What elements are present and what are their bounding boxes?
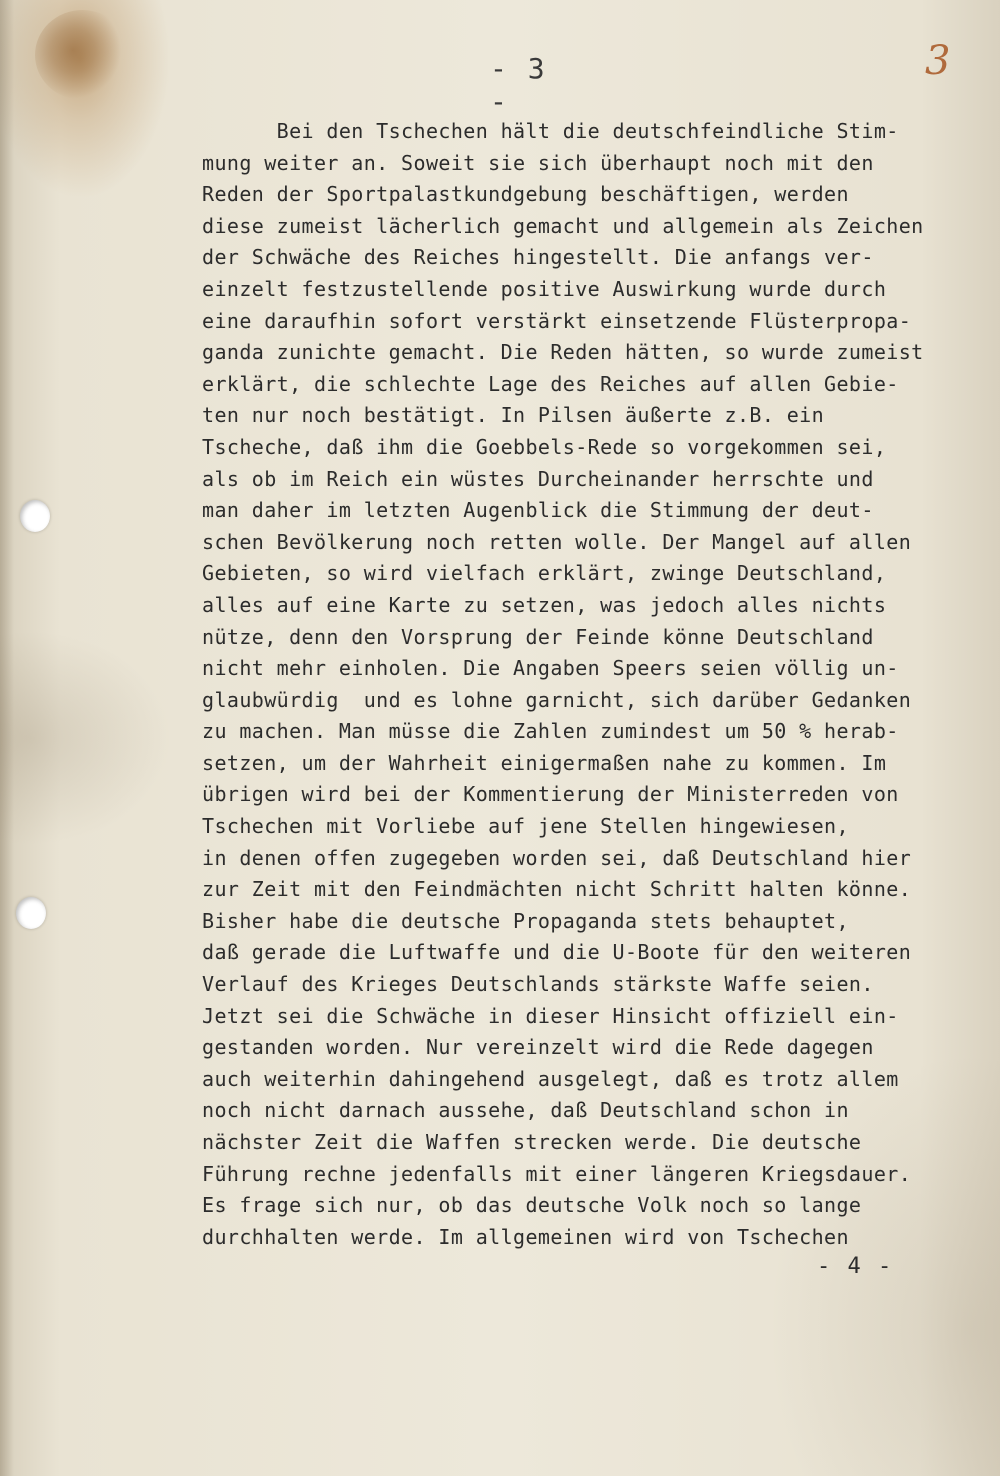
text-line: Tscheche, daß ihm die Goebbels-Rede so vorgekommen sei, xyxy=(202,434,887,459)
catchword-next-page: - 4 - xyxy=(817,1254,894,1279)
text-line: Gebieten, so wird vielfach erklärt, zwinge Deutschland, xyxy=(202,561,887,586)
text-line: noch nicht darnach aussehe, daß Deutschland schon in xyxy=(202,1098,849,1123)
text-line: zur Zeit mit den Feindmächten nicht Schritt halten könne. xyxy=(202,877,912,902)
text-line: man daher im letzten Augenblick die Stimmung der deut- xyxy=(202,498,874,523)
rust-stain xyxy=(35,10,130,100)
page-edge-shadow xyxy=(0,0,14,1476)
text-line: in denen offen zugegeben worden sei, daß Deutschland hier xyxy=(202,845,912,870)
text-line: Führung rechne jedenfalls mit einer längeren Kriegsdauer. xyxy=(202,1161,912,1186)
text-line: Tschechen mit Vorliebe auf jene Stellen hingewiesen, xyxy=(202,814,849,839)
text-line: einzelt festzustellende positive Auswirkung wurde durch xyxy=(202,276,887,301)
text-line: auch weiterhin dahingehend ausgelegt, daß es trotz allem xyxy=(202,1066,899,1091)
text-line: nicht mehr einholen. Die Angaben Speers seien völlig un- xyxy=(202,656,899,681)
text-line: Verlauf des Krieges Deutschlands stärkste Waffe seien. xyxy=(202,972,874,997)
text-line: ganda zunichte gemacht. Die Reden hätten, so wurde zumeist xyxy=(202,340,924,365)
text-line: Reden der Sportpalastkundgebung beschäftigen, werden xyxy=(202,182,849,207)
text-line: durchhalten werde. Im allgemeinen wird von Tschechen xyxy=(202,1224,849,1249)
text-line: alles auf eine Karte zu setzen, was jedoch alles nichts xyxy=(202,592,887,617)
text-line: Bei den Tschechen hält die deutschfeindliche Stim- xyxy=(202,119,899,143)
text-line: glaubwürdig und es lohne garnicht, sich darüber Gedanken xyxy=(202,687,912,712)
text-line: daß gerade die Luftwaffe und die U-Boote für den weiteren xyxy=(202,940,912,965)
text-line: schen Bevölkerung noch retten wolle. Der Mangel auf allen xyxy=(202,529,912,554)
text-line: setzen, um der Wahrheit einigermaßen nahe zu kommen. Im xyxy=(202,750,887,775)
text-line: als ob im Reich ein wüstes Durcheinander herrschte und xyxy=(202,466,874,491)
text-line: der Schwäche des Reiches hingestellt. Die anfangs ver- xyxy=(202,245,874,270)
punch-hole-bottom xyxy=(16,897,46,929)
punch-hole-top xyxy=(20,500,50,532)
text-line: gestanden worden. Nur vereinzelt wird die Rede dagegen xyxy=(202,1035,874,1060)
text-line: ten nur noch bestätigt. In Pilsen äußerte z.B. ein xyxy=(202,403,825,428)
text-line: Es frage sich nur, ob das deutsche Volk noch so lange xyxy=(202,1193,862,1218)
text-line: diese zumeist lächerlich gemacht und allgemein als Zeichen xyxy=(202,213,924,238)
text-line: Jetzt sei die Schwäche in dieser Hinsicht offiziell ein- xyxy=(202,1003,899,1028)
handwritten-sheet-mark: 3 xyxy=(925,38,951,84)
text-line: nächster Zeit die Waffen strecken werde. Die deutsche xyxy=(202,1130,862,1154)
text-line: mung weiter an. Soweit sie sich überhaupt noch mit den xyxy=(202,150,874,175)
text-line: nütze, denn den Vorsprung der Feinde könne Deutschland xyxy=(202,624,874,649)
text-line: eine daraufhin sofort verstärkt einsetzende Flüsterpropa- xyxy=(202,308,912,333)
text-line: zu machen. Man müsse die Zahlen zumindest um 50 % herab- xyxy=(202,719,899,744)
page-number: - 3 - xyxy=(490,52,547,118)
text-line: übrigen wird bei der Kommentierung der Ministerreden von xyxy=(202,782,899,807)
text-line: erklärt, die schlechte Lage des Reiches auf allen Gebie- xyxy=(202,371,899,396)
text-line: Bisher habe die deutsche Propaganda stets behauptet, xyxy=(202,908,849,933)
typewritten-body xyxy=(202,116,992,1253)
